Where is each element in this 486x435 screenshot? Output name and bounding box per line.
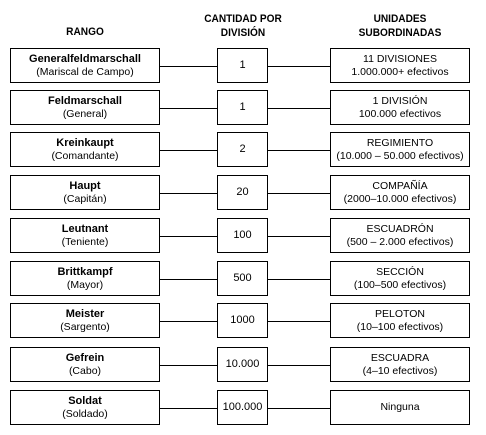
rank-equivalent: (Teniente) [61, 235, 109, 248]
quantity-box [217, 90, 268, 125]
rank-box [10, 132, 160, 167]
quantity-box [217, 218, 268, 253]
unit-name: ESCUADRA [370, 351, 430, 364]
rank-box [10, 48, 160, 83]
unit-box [330, 132, 470, 167]
quantity-value: 20 [236, 186, 249, 198]
quantity-value: 2 [239, 143, 246, 155]
quantity-value: 100 [233, 229, 252, 241]
rank-equivalent: (General) [62, 107, 108, 120]
rank-equivalent: (Mariscal de Campo) [36, 65, 134, 78]
rank-equivalent: (Cabo) [68, 364, 102, 377]
rank-box [10, 175, 160, 210]
rank-equivalent: (Capitán) [63, 192, 107, 205]
rank-box [10, 218, 160, 253]
rank-name: Gefrein [65, 351, 105, 364]
unit-box [330, 175, 470, 210]
header-units [336, 12, 465, 40]
unit-size: 1.000.000+ efectivos [351, 65, 449, 78]
unit-size: (10.000 – 50.000 efectivos) [336, 149, 464, 162]
unit-box [330, 90, 470, 125]
unit-box [330, 390, 470, 425]
quantity-value: 1 [239, 101, 246, 113]
quantity-value: 1 [239, 59, 246, 71]
quantity-box [217, 261, 268, 296]
quantity-box [217, 132, 268, 167]
unit-size: 100.000 efectivos [358, 107, 442, 120]
quantity-value: 10.000 [225, 358, 260, 370]
rank-name: Brittkampf [57, 265, 113, 278]
rank-equivalent: (Mayor) [66, 278, 104, 291]
rank-equivalent: (Comandante) [51, 149, 119, 162]
unit-size: (500 – 2.000 efectivos) [346, 235, 454, 248]
unit-name: PELOTON [375, 307, 425, 320]
rank-name: Haupt [69, 179, 101, 192]
unit-size: (4–10 efectivos) [362, 364, 438, 377]
rank-name: Soldat [68, 394, 102, 407]
unit-size: (10–100 efectivos) [356, 320, 444, 333]
unit-name: ESCUADRÓN [366, 222, 434, 235]
unit-name: SECCIÓN [376, 265, 424, 278]
rank-box [10, 90, 160, 125]
quantity-value: 500 [233, 272, 252, 284]
header-rank-label: RANGO [66, 26, 104, 38]
rank-equivalent: (Soldado) [62, 407, 108, 420]
quantity-box [217, 347, 268, 382]
rank-equivalent: (Sargento) [60, 320, 110, 333]
rank-box [10, 261, 160, 296]
header-quantity-line1: CANTIDAD POR [204, 13, 282, 25]
rank-box [10, 347, 160, 382]
unit-name: Ninguna [380, 401, 420, 413]
unit-box [330, 347, 470, 382]
header-quantity-line2: DIVISIÓN [220, 27, 266, 39]
unit-box [330, 261, 470, 296]
unit-name: REGIMIENTO [366, 136, 434, 149]
unit-size: (2000–10.000 efectivos) [343, 192, 457, 205]
rank-box [10, 303, 160, 338]
unit-size: (100–500 efectivos) [353, 278, 447, 291]
header-rank [16, 25, 154, 39]
unit-name: 1 DIVISIÓN [372, 94, 428, 107]
quantity-box [217, 48, 268, 83]
unit-box [330, 218, 470, 253]
quantity-value: 1000 [230, 314, 255, 326]
unit-box [330, 303, 470, 338]
unit-box [330, 48, 470, 83]
unit-name: COMPAÑÍA [372, 179, 428, 192]
quantity-box [217, 390, 268, 425]
unit-name: 11 DIVISIONES [363, 52, 437, 65]
header-quantity [191, 12, 294, 40]
header-units-line1: UNIDADES [373, 13, 427, 25]
rank-name: Meister [65, 307, 105, 320]
quantity-box [217, 303, 268, 338]
rank-name: Generalfeldmarschall [29, 52, 141, 65]
quantity-box [217, 175, 268, 210]
rank-name: Kreinkaupt [56, 136, 114, 149]
quantity-value: 100.000 [222, 401, 263, 413]
rank-name: Feldmarschall [48, 94, 122, 107]
rank-box [10, 390, 160, 425]
rank-name: Leutnant [61, 222, 109, 235]
header-units-line2: SUBORDINADAS [358, 27, 442, 39]
